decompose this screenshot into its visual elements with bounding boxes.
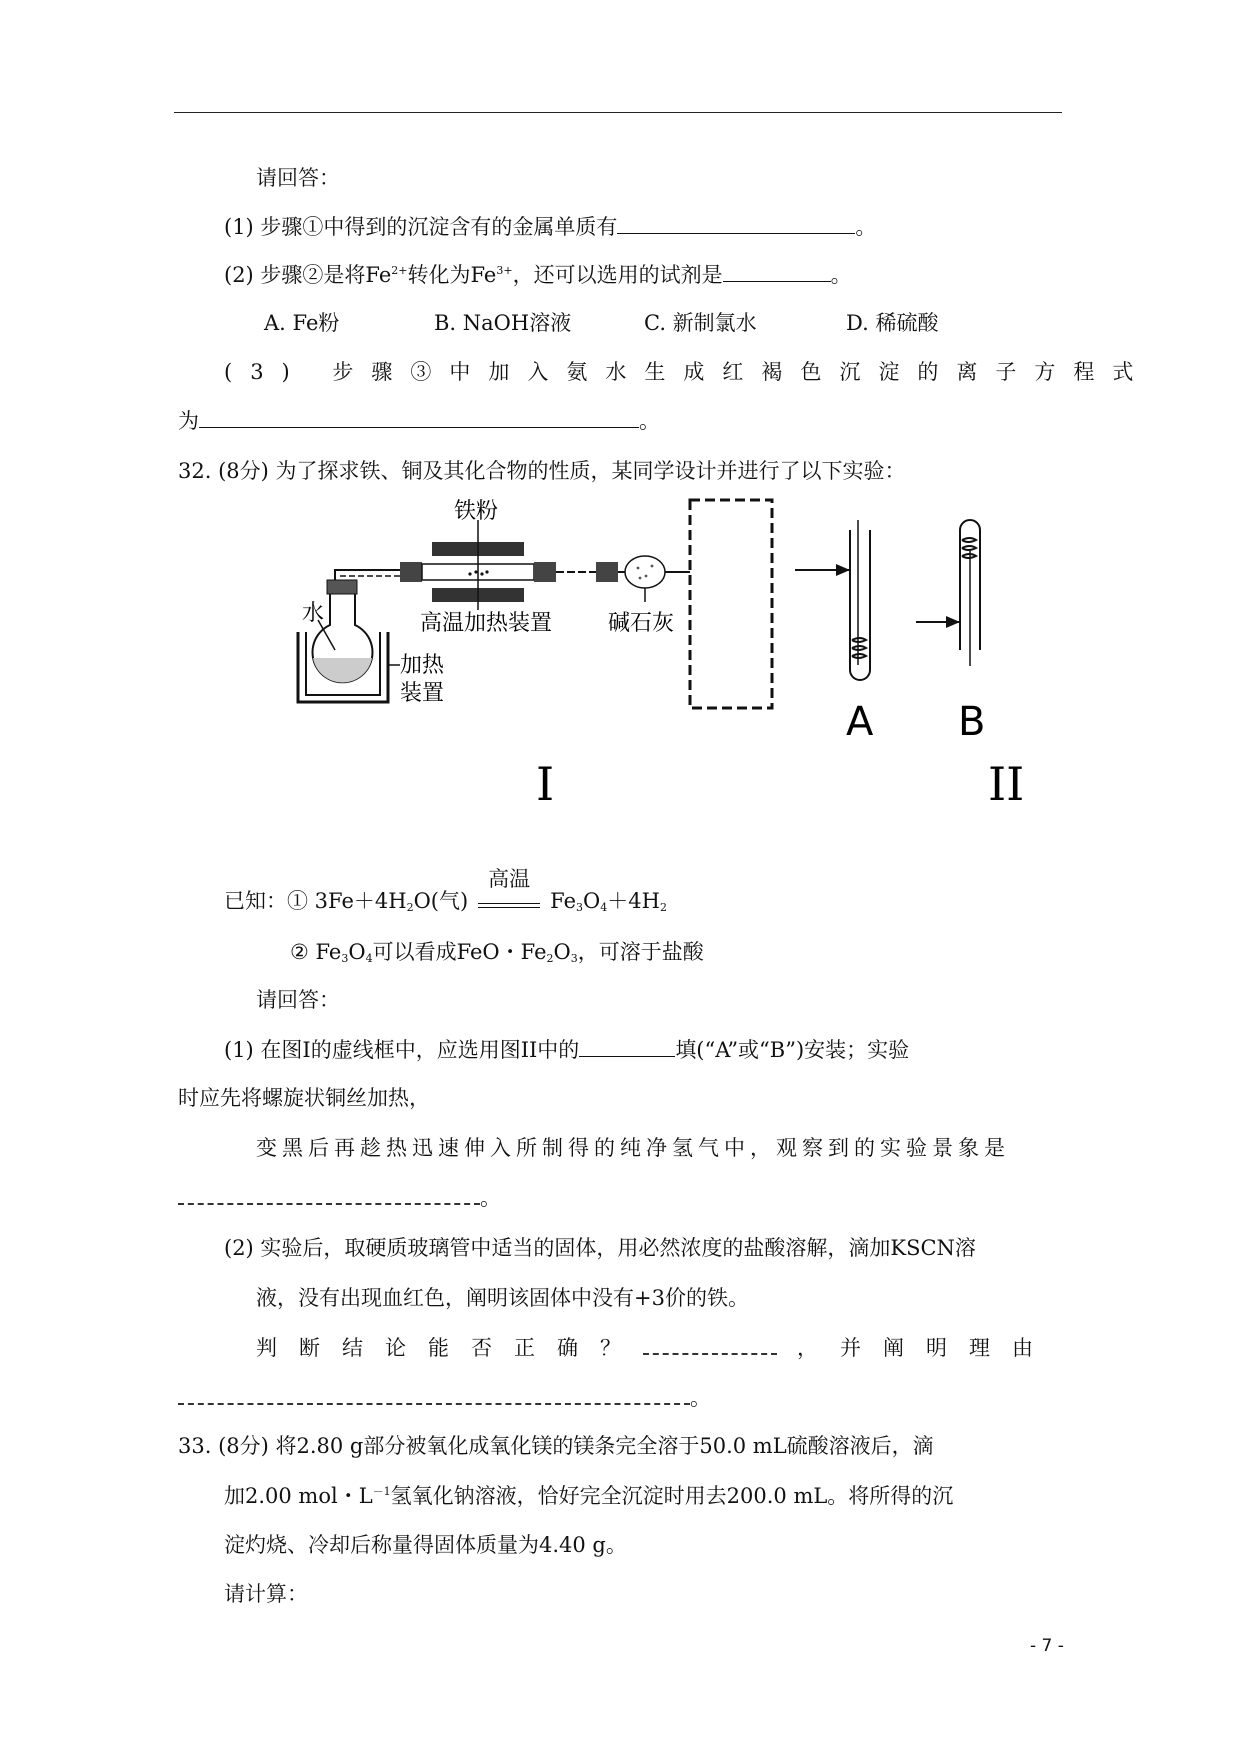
drying-bulb [625, 556, 665, 588]
q32-subquestion-2-line2: 液，没有出现血红色，阐明该固体中没有+3价的铁。 [256, 1286, 749, 1310]
known-fact-2: ② $Fe_3O_4$可以看成FeO・$Fe_2O_3$，可溶于盐酸 [290, 940, 704, 965]
right-stopper [534, 562, 556, 582]
q32-subquestion-1-line2: 时应先将螺旋状铜丝加热， [178, 1086, 430, 1110]
q31-please-answer: 请回答： [256, 166, 340, 190]
equals-sign [478, 903, 540, 908]
header-rule [174, 112, 1062, 113]
q31-subquestion-2: (2) 步骤②是将$Fe^{2+}$转化为$Fe^{3+}$，还可以选用的试剂是 。 [224, 259, 852, 289]
q31-option-b: B. NaOH溶液 [434, 311, 572, 335]
flask-water [313, 658, 372, 683]
label-high-temp-heater: 高温加热装置 [420, 611, 553, 636]
q32-header: 32. (8分) 为了探求铁、铜及其化合物的性质，某同学设计并进行了以下实验： [178, 459, 906, 483]
q31-answer-blank-1[interactable] [617, 212, 855, 234]
arrow-a-head [836, 564, 850, 576]
q33-line3: 淀灼烧、冷却后称量得固体质量为4.40 g。 [224, 1533, 627, 1557]
label-figure-1: I [536, 757, 555, 811]
q31-option-d: D. 稀硫酸 [846, 311, 939, 335]
q32-subquestion-2-line3: 判断结论能否正确？ ，并阐明理由 [256, 1332, 1055, 1362]
iron-dot [485, 570, 488, 573]
left-stopper [400, 562, 422, 582]
q31-answer-blank-2[interactable] [723, 260, 831, 282]
copper-coil-b [962, 538, 976, 558]
q32-subquestion-1-line3: 变黑后再趁热迅速伸入所制得的纯净氢气中，观察到的实验景象是 [256, 1136, 1010, 1160]
known-reaction-1: 已知：① $3Fe+4H_2O$(气) 高温 $Fe_3O_4+4H_2$ [224, 867, 667, 914]
soda-lime-grain [637, 567, 640, 570]
iron-dot [468, 572, 471, 575]
label-a: A [846, 699, 874, 745]
arrow-b-head [946, 616, 960, 628]
q32-answer-blank-4[interactable] [178, 1382, 690, 1405]
q32-subquestion-2: (2) 实验后，取硬质玻璃管中适当的固体，用必然浓度的盐酸溶解，滴加KSCN溶 [224, 1236, 976, 1260]
q32-subquestion-1-line4: 。 [178, 1182, 501, 1212]
soda-lime-grain [651, 565, 654, 568]
page-number: - 7 - [1030, 1636, 1064, 1656]
q33-line2: 加2.00 mol・$L^{-1}$氢氧化钠溶液，恰好完全沉淀时用去200.0 mL。将所得的沉 [224, 1484, 954, 1508]
dashed-box [690, 500, 772, 708]
q32-answer-blank-2[interactable] [178, 1182, 480, 1205]
q31-option-c: C. 新制氯水 [644, 311, 757, 335]
iron-dot [474, 570, 477, 573]
label-heater-1: 加热 [400, 653, 445, 678]
q31-answer-blank-3[interactable] [199, 406, 639, 428]
flask-stopper [327, 580, 357, 594]
label-figure-2: II [988, 757, 1025, 811]
q33-line4: 请计算： [224, 1582, 308, 1606]
soda-lime-grain [645, 575, 648, 578]
q31-subquestion-3: (3) 步骤③中加入氨水生成红褐色沉淀的离子方程式 [224, 360, 1152, 384]
q32-answer-blank-1[interactable] [579, 1035, 675, 1057]
reaction-condition: 高温 [478, 893, 540, 908]
drying-stopper [596, 562, 618, 582]
iron-dot [480, 572, 483, 575]
q31-option-a: A. Fe粉 [264, 311, 340, 335]
label-soda-lime: 碱石灰 [608, 611, 675, 636]
label-heater-2: 装置 [400, 681, 445, 706]
q32-answer-blank-3[interactable] [643, 1332, 777, 1355]
label-iron-powder: 铁粉 [454, 499, 499, 524]
q32-subquestion-2-line4: 。 [178, 1382, 711, 1412]
delivery-tube [335, 570, 400, 580]
label-b: B [958, 699, 986, 745]
experiment-figure [290, 490, 1110, 820]
q32-subquestion-1: (1) 在图I的虚线框中，应选用图II中的 填(“A”或“B”)安装；实验 [224, 1034, 909, 1064]
q32-please-answer: 请回答： [256, 988, 340, 1012]
label-water: 水 [302, 601, 325, 626]
q31-subquestion-3-line2: 为 。 [178, 405, 660, 435]
soda-lime-grain [639, 577, 642, 580]
q33-line1: 33. (8分) 将2.80 g部分被氧化成氧化镁的镁条完全溶于50.0 mL硫酸溶液后，滴 [178, 1434, 934, 1458]
q31-subquestion-1: (1) 步骤①中得到的沉淀含有的金属单质有 。 [224, 211, 876, 241]
copper-coil-a [852, 638, 866, 658]
